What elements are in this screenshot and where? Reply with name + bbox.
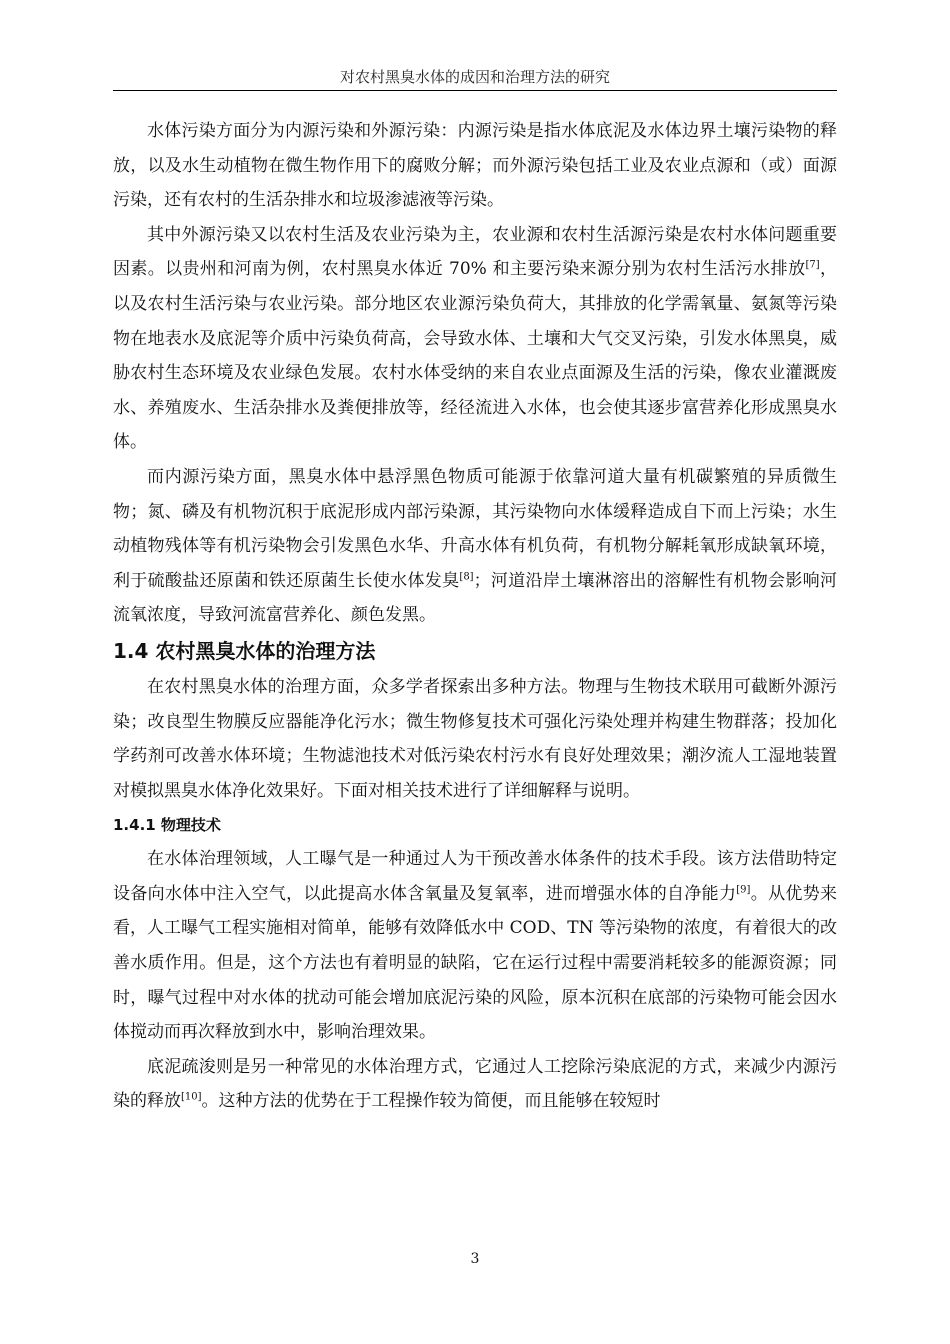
paragraph-aeration — [113, 842, 837, 1050]
paragraph-text: 水体污染方面分为内源污染和外源污染：内源污染是指水体底泥及水体边界土壤污染物的释放，以及水生动植物在微生物作用下的腐败分解；而外源污染包括工业及农业点源和（或）面源污染，还有农村的生活杂排水和垃圾渗滤液等污染。 — [113, 121, 837, 211]
page-number: 3 — [470, 1251, 480, 1267]
paragraph-pollution-types — [113, 114, 837, 218]
paragraph-external-pollution — [113, 218, 837, 460]
section-heading: 1.4 农村黑臭水体的治理方法 — [113, 638, 376, 663]
citation-ref: [10] — [181, 1091, 202, 1103]
paragraph-text: 而内源污染方面，黑臭水体中悬浮黑色物质可能源于依靠河道大量有机碳繁殖的异质微生物；氮、磷及有机物沉积于底泥形成内部污染源，其污染物向水体缓释造成自下而上污染；水生动植物残体等有机污染物会引发黑色水华、升高水体有机负荷，有机物分解耗氧形成缺氧环境，利于硫酸盐还原菌和铁还原菌生长使水体发臭 — [113, 466, 837, 591]
paragraph-text: 。这种方法的优势在于工程操作较为简便，而且能够在较短时 — [201, 1091, 661, 1112]
paragraph-text: 底泥疏浚则是另一种常见的水体治理方式，它通过人工挖除污染底泥的方式，来减少内源污染的释放 — [113, 1056, 837, 1112]
citation-ref: [7] — [805, 259, 820, 271]
paragraph-text: ；河道沿岸土壤淋溶出的溶解性有机物会影响河流氧浓度，导致河流富营养化、颜色发黑。 — [113, 570, 838, 626]
paragraph-treatment-overview — [113, 670, 837, 808]
page-body — [113, 114, 837, 1119]
subsection-heading: 1.4.1 物理技术 — [113, 816, 221, 835]
paragraph-text: 在农村黑臭水体的治理方面，众多学者探索出多种方法。物理与生物技术联用可截断外源污染；改良型生物膜反应器能净化污水；微生物修复技术可强化污染处理并构建生物群落；投加化学药剂可改善水体环境；生物滤池技术对低污染农村污水有良好处理效果；潮汐流人工湿地装置对模拟黑臭水体净化效果好。下面对相关技术进行了详细解释与说明。 — [113, 676, 837, 801]
citation-ref: [8] — [459, 571, 474, 583]
paragraph-text: ，以及农村生活污染与农业污染。部分地区农业源污染负荷大，其排放的化学需氧量、氨氮等污染物在地表水及底泥等介质中污染负荷高，会导致水体、土壤和大气交叉污染，引发水体黑臭，威胁农村生态环境及农业绿色发展。农村水体受纳的来自农业点面源及生活的污染，像农业灌溉废水、养殖废水、生活杂排水及粪便排放等，经径流进入水体，也会使其逐步富营养化形成黑臭水体。 — [113, 259, 838, 453]
paragraph-internal-pollution — [113, 460, 837, 633]
paragraph-text: 在水体治理领域，人工曝气是一种通过人为干预改善水体条件的技术手段。该方法借助特定设备向水体中注入空气，以此提高水体含氧量及复氧率，进而增强水体的自净能力 — [113, 849, 837, 904]
paragraph-text: 。从优势来看，人工曝气工程实施相对简单，能够有效降低水中 COD、TN 等污染物的浓度，有着很大的改善水质作用。但是，这个方法也有着明显的缺陷，它在运行过程中需要消耗较多的能源资源；同时，曝气过程中对水体的扰动可能会增加底泥污染的风险，原本沉积在底部的污染物可能会因水体搅动而再次释放到水中，影响治理效果。 — [113, 883, 838, 1043]
paragraph-dredging — [113, 1050, 837, 1119]
citation-ref: [9] — [736, 884, 751, 896]
running-header — [113, 64, 837, 91]
running-header-title: 对农村黑臭水体的成因和治理方法的研究 — [339, 68, 610, 86]
paragraph-text: 其中外源污染又以农村生活及农业污染为主，农业源和农村生活源污染是农村水体问题重要因素。以贵州和河南为例，农村黑臭水体近 70% 和主要污染来源分别为农村生活污水排放 — [113, 224, 837, 280]
